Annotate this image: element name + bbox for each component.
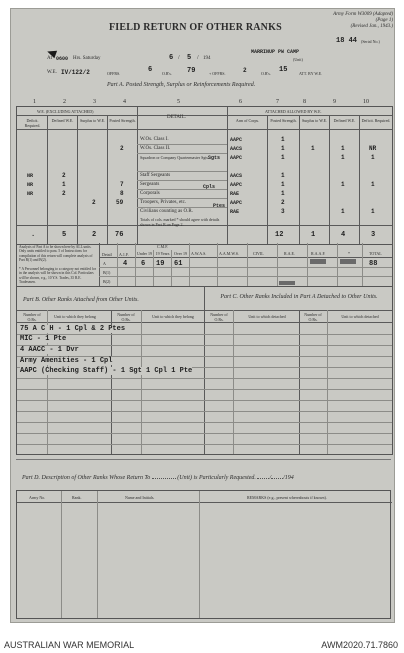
part-d-col-rank: Rank. [72, 495, 82, 500]
att-deficit: 1 [371, 208, 375, 215]
part-c-col-unit-2: Unit to which detached [341, 314, 379, 319]
part-d-title-text: Part D. Description of Other Ranks Whose Return To [22, 475, 151, 481]
col-num: 6 [239, 99, 242, 105]
analysis-header: A.A.M.W.S. [219, 251, 239, 256]
ors-label-2: O.R's. [261, 71, 271, 76]
att-posted: 1 [281, 154, 285, 161]
arm-value: AAPC [230, 182, 243, 188]
part-b-entry: 4 AACC - 1 Dvr [20, 346, 79, 354]
part-b-col-number-2: Number of O.Rs. [117, 312, 135, 322]
arm-value: AACS [230, 146, 243, 152]
att-posted: 1 [281, 145, 285, 152]
att-posted: 1 [281, 190, 285, 197]
left-mark: NR [27, 191, 34, 197]
analysis-header: CIVIL [253, 251, 264, 256]
analysis-header: R.A.E. [284, 251, 295, 256]
col-arm: Arm of Corps. [235, 118, 260, 123]
posted-value: 2 [120, 145, 124, 152]
offrs-label-2: + OFFRS. [209, 71, 226, 76]
scribble-mark [310, 259, 326, 264]
col-num: 7 [276, 99, 279, 105]
att-deficit: NR [369, 145, 377, 152]
total-att-deficit: 3 [371, 231, 376, 239]
analysis-value: 19 [156, 260, 165, 268]
left-mark: NR [27, 182, 34, 188]
detail-row: Civilians counting as O.R. [140, 209, 193, 214]
analysis-value: 6 [141, 260, 146, 268]
att-deficit: 1 [371, 181, 375, 188]
analysis-value: 61 [174, 260, 183, 268]
hrs-label: Hrs. Saturday [73, 56, 101, 61]
total-deficit: . [31, 231, 36, 239]
part-b-col-unit-2: Unit to which they belong [152, 314, 194, 319]
totals-label: Totals of cols. marked * should agree with details shown in Part B on Page 2. [140, 217, 220, 227]
part-d-section [16, 459, 391, 619]
offrs-label-1: OFFRS. [107, 71, 121, 76]
att-surplus: 1 [311, 145, 315, 152]
footer-left: AUSTRALIAN WAR MEMORIAL [4, 640, 135, 650]
part-b-entry: Army Amenities - 1 Cpl [20, 357, 113, 365]
col-detail: DETAIL. [167, 115, 186, 120]
att-posted: 1 [281, 136, 285, 143]
total-surplus: 2 [92, 231, 97, 239]
arm-value: RAE [230, 209, 240, 215]
col-num: 1 [33, 99, 36, 105]
form-title: FIELD RETURN OF OTHER RANKS [109, 22, 282, 33]
col-deficit: Deficit. Required. [24, 118, 41, 128]
part-d-table [16, 490, 391, 619]
col-num: 2 [63, 99, 66, 105]
scribble-mark [340, 259, 356, 264]
att-we: 1 [341, 208, 345, 215]
part-b-col-number: Number of O.Rs. [23, 312, 41, 322]
left-mark: NR [27, 173, 34, 179]
part-a-title: Part A. Posted Strength, Surplus or Reinforcements Required. [107, 82, 256, 88]
handwritten-cpls: Cpls [203, 184, 216, 190]
analysis-row-label: B(2) [103, 279, 111, 284]
unit-value: MARRINUP PW CAMP [251, 49, 300, 55]
we-label: W.E. [47, 70, 57, 75]
total-att-surplus: 1 [311, 231, 316, 239]
ors-label: O.R's. [162, 71, 172, 76]
date-year: 194 [203, 56, 211, 61]
part-c-title: Part C. Other Ranks Included in Part A Detached to Other Units. [220, 294, 378, 300]
analysis-table [16, 243, 393, 287]
cmf-label: C.M.F. [157, 244, 169, 249]
footer-right: AWM2020.71.7860 [321, 640, 398, 650]
serial-label: (Serial No.) [361, 39, 380, 44]
group-right-header: ATTACHED ALLOWED BY W.E. [265, 109, 322, 114]
col-we: Defined W.E. [51, 118, 74, 123]
unit-label: (Unit) [293, 57, 303, 62]
total-att-we: 4 [341, 231, 346, 239]
analysis-value: 4 [123, 260, 128, 268]
date-month: 5 [187, 54, 192, 62]
analysis-total: 88 [369, 260, 378, 268]
col-num: 9 [333, 99, 336, 105]
part-bc-table [16, 286, 393, 455]
form-ref-line: Army Form W3009 (Adapted) [333, 12, 393, 17]
detail-row: W.Os. Class I. [140, 137, 169, 142]
att-posted: 1 [281, 181, 285, 188]
att-posted: 3 [281, 208, 285, 215]
offrs-value-1: 6 [148, 66, 153, 74]
scribble-mark [279, 281, 295, 285]
att-deficit: 1 [371, 154, 375, 161]
part-c-col-number: Number of O.Rs. [210, 312, 228, 322]
part-d-title-year: 194 [284, 475, 294, 481]
col-surplus-att: Surplus to W.E. [301, 118, 328, 123]
col-posted-att: Posted Strength. [270, 118, 297, 123]
col-posted: Posted Strength. [109, 118, 136, 123]
att-posted: 1 [281, 172, 285, 179]
total-att-posted: 12 [275, 231, 284, 239]
ors-value: 79 [187, 67, 196, 75]
att-label: ATT. BY W.E. [299, 71, 323, 76]
att-we: 1 [341, 145, 345, 152]
detail-row: Squadron or Company Quartermaster Sgts. [140, 155, 209, 160]
att-posted: 2 [281, 199, 285, 206]
part-b-col-unit: Unit to which they belong [54, 314, 96, 319]
arm-value: AACS [230, 173, 243, 179]
group-left-header: W.E. (EXCLUDING ATTACHED) [37, 109, 94, 114]
analysis-header: 19 Years [155, 251, 170, 256]
arm-value: AAPC [230, 155, 243, 161]
offrs-value-2: 2 [243, 67, 247, 74]
detail-row: Staff Sergeants [140, 173, 171, 178]
at-label: At [47, 56, 52, 61]
date-day: 6 [169, 54, 174, 62]
analysis-header: Over 19 [174, 251, 187, 256]
total-posted: 76 [115, 231, 124, 239]
part-d-title-mid: (Unit) is Particularly Requested. [177, 475, 256, 481]
arm-value: AAPC [230, 137, 243, 143]
analysis-note-2: * A Personnel belonging to a category not entitled for in the analysis will be shown in this Col. Particulars will be shown, e.g., 10 Y.S. Trades, 35 R.E. Tradesmen. [19, 267, 96, 285]
we-value: IV/122/2 [61, 69, 90, 76]
posted-value: 59 [116, 199, 124, 206]
analysis-header: Under 19 [137, 251, 152, 256]
analysis-header: R.A.A.F. [311, 251, 326, 256]
col-surplus: Surplus to W.E. [79, 118, 106, 123]
total-we: 5 [62, 231, 67, 239]
part-b-title: Part B. Other Ranks Attached from Other Units. [23, 297, 139, 303]
analysis-row-label: B(1) [103, 270, 111, 275]
time-value: 0600 [56, 56, 69, 62]
detail-row: Corporals [140, 191, 160, 196]
analysis-header: Detail [102, 252, 112, 257]
part-c-col-number-2: Number of O.Rs. [304, 312, 322, 322]
part-d-col-remarks: REMARKS (e.g., present whereabouts if known). [247, 495, 327, 500]
analysis-header: A.1.F. [119, 252, 129, 257]
form-ref-revised: (Revised Jan., 1943.) [350, 24, 393, 29]
handwritten-ptes: Ptes [213, 203, 226, 209]
part-d-title: Part D. Description of Other Ranks Whose Return To (Unit) is Particularly Requested. / /194 [22, 475, 294, 481]
part-b-entry: AAPC (Checking Staff) - 1 Sgt 1 Cpl 1 Pte [20, 367, 193, 375]
handwritten-sgts: Sgts [208, 155, 221, 161]
analysis-header: TOTAL [369, 251, 382, 256]
left-we: 2 [62, 172, 66, 179]
att-we: 1 [341, 181, 345, 188]
part-b-entry: MIC - 1 Pte [20, 335, 67, 343]
analysis-note-1: Analysis of Part A to be shown here by ALL units. Only units entitled to para. 5 of Instructions for compilation of this return will complete analysis of Part B(1) and B(2). [19, 245, 93, 263]
left-we: 2 [62, 190, 66, 197]
detail-row: Troopers, Privates, etc. [140, 200, 187, 205]
arm-value: AAPC [230, 200, 243, 206]
col-we-att: Defined W.E. [333, 118, 356, 123]
arm-value: RAE [230, 191, 240, 197]
form-reference [301, 12, 393, 30]
att-value: 15 [279, 66, 288, 74]
col-num: 3 [93, 99, 96, 105]
form-ref-page: (Page 1) [375, 18, 393, 23]
col-num: 10 [363, 99, 369, 105]
posted-value: 8 [120, 190, 124, 197]
form-sheet: Army Form W3009 (Adapted) (Page 1) (Revised Jan., 1943.) FIELD RETURN OF OTHER RANKS 18 44 (Serial No.) At 0600 Hrs. Saturday 6 / 5 / 194 MARRINUP PW CAMP (Unit) W.E. IV/122/2 OFFRS. 6 O.R's. 79 + OFFRS. 2 O.R's. 15 ATT. BY W.E. Part A. Posted Strength, Surplus or Reinforcements Required. 1 2 3 4 5 6 7 8 9 10 W.E. (EXCLUDING ATTACHED) ATTACHED ALLOWED BY W.E. Deficit. Required. Defined W.E. Surplus to W.E. Posted Strength. DETAIL. Arm of Corps. Posted Strength. Surplus to W.E. Defined W.E. Deficit. Required. W.Os. Class I. W.Os. Class II. Squadron or Company Quartermaster Sgts. Staff Sergeants Sergeants Corporals Troopers, Privates, etc. Civilians counting as O.R. Totals of cols. marked * should agree with details shown in Part B on Page 2. 2 7 8 59 NR NR NR 2 1 2 2 Sgts Cpls Ptes AAPC AACS AAPC AACS AAPC RAE AAPC RAE 1 1 1 1 1 1 2 3 1 1 1 1 1 NR 1 1 1 . 5 2 76 12 1 4 3 Analysis of Part A to be shown here by ALL units. Only units entitled to para. 5 of Instructions for compilation of this return will complete analysis of Part B(1) and B(2). * A Personnel belonging to a category not entitled for in the analysis will be shown in this Col. Particulars will be shown, e.g., 10 Y.S. Trades, 35 R.E. Tradesmen. Detail A.1.F. C.M.F. Under 19 19 Years Over 19 A.W.A.S. A.A.M.W.S. CIVIL R.A.E. R.A.A.F. * TOTAL A B(1) B(2) 4 6 19 61 88 Part B. Other Ranks Attached from Other Units. Part C. Other Ranks Included in Part A Detached to Other Units. Number of O.Rs. Unit to which they belong Number of O.Rs. Unit to which they belong Number of O.Rs. Unit to which detached Number of O.Rs. Unit to which detached 75 A C H - 1 Cpl & 2 Ptes MIC - 1 Pte 4 AACC - 1 Dvr Army Amenities - 1 Cpl AAPC (Checking Staff) - 1 Sgt 1 Cpl 1 Pte Part D. Description of Other Ranks Whose Return To (Unit) is Particularly Requested. / /194 Army No. Rank. Name and Initials. REMARKS (e.g., present whereabouts if known). [10, 8, 395, 623]
att-we: 1 [341, 154, 345, 161]
surplus-tpr: 2 [92, 199, 96, 206]
analysis-row-label: A [103, 261, 106, 266]
part-d-col-army: Army No. [29, 495, 46, 500]
part-d-col-name: Name and Initials. [125, 495, 155, 500]
analysis-header: A.W.A.S. [191, 251, 207, 256]
col-num: 4 [123, 99, 126, 105]
col-deficit-att: Deficit. Required. [361, 118, 391, 123]
analysis-header: * [348, 251, 350, 256]
col-num: 5 [177, 99, 180, 105]
detail-row: Sergeants [140, 182, 160, 187]
part-a-table [16, 106, 393, 245]
part-b-entry: 75 A C H - 1 Cpl & 2 Ptes [20, 325, 126, 333]
part-c-col-unit: Unit to which detached [248, 314, 286, 319]
serial-number: 18 44 [336, 37, 358, 45]
detail-row: W.Os. Class II. [140, 146, 171, 151]
posted-value: 7 [120, 181, 124, 188]
col-num: 8 [303, 99, 306, 105]
left-we: 1 [62, 181, 66, 188]
